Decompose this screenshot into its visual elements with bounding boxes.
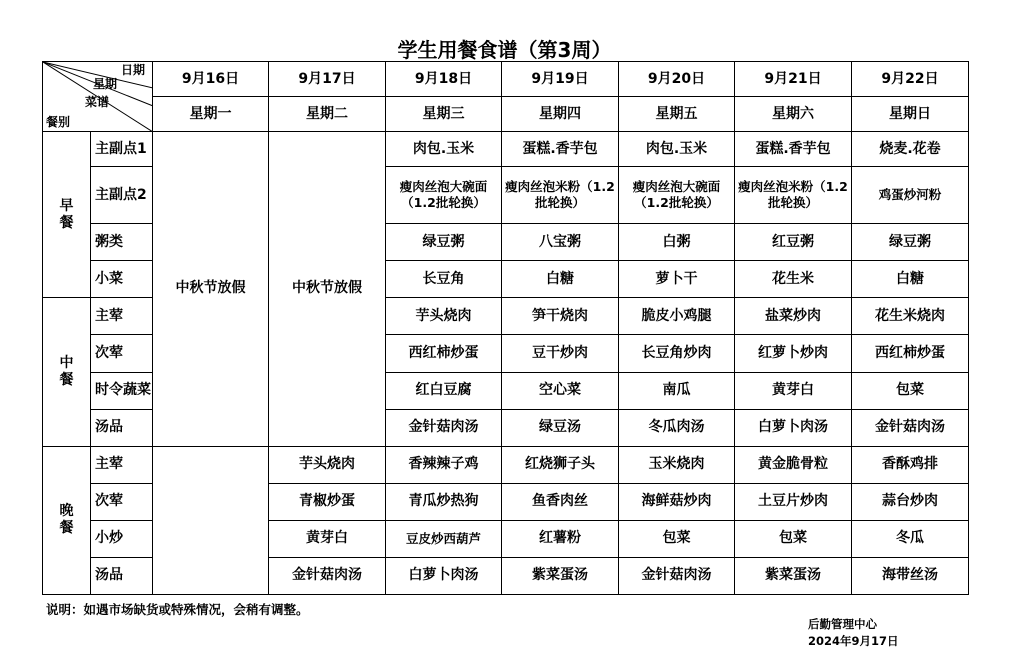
dish-cell: 烧麦.花卷: [852, 132, 969, 167]
dish-cell: 豆干炒肉: [502, 335, 619, 372]
dish-cell: 红白豆腐: [386, 372, 502, 409]
category-cell: 主副点2: [91, 167, 153, 224]
table-row: [43, 446, 969, 483]
dish-cell: 芋头烧肉: [386, 298, 502, 335]
weekday-cell: 星期四: [502, 97, 619, 132]
dish-cell: 蛋糕.香芋包: [735, 132, 852, 167]
adjustment-note: 说明：如遇市场缺货或特殊情况，会稍有调整。: [46, 602, 309, 617]
page-title: 学生用餐食谱（第3周）: [397, 38, 612, 62]
dish-cell: 西红柿炒蛋: [852, 335, 969, 372]
dish-cell: 花生米: [735, 261, 852, 298]
dish-cell: 紫菜蛋汤: [502, 557, 619, 594]
dish-cell: 玉米烧肉: [619, 446, 735, 483]
dish-cell: 瘦肉丝泡米粉（1.2批轮换）: [502, 167, 619, 224]
dish-cell: 蒜台炒肉: [852, 483, 969, 520]
meal-label-breakfast: 早 餐: [43, 132, 91, 298]
weekday-cell: 星期六: [735, 97, 852, 132]
dish-cell: 八宝粥: [502, 224, 619, 261]
dish-cell: 包菜: [852, 372, 969, 409]
category-cell: 小炒: [91, 520, 153, 557]
dish-cell: 香辣辣子鸡: [386, 446, 502, 483]
dish-cell: 黄金脆骨粒: [735, 446, 852, 483]
dish-cell: 西红柿炒蛋: [386, 335, 502, 372]
date-cell: 9月16日: [153, 62, 269, 97]
category-cell: 时令蔬菜: [91, 372, 153, 409]
dish-cell: 脆皮小鸡腿: [619, 298, 735, 335]
dish-cell: 海鲜菇炒肉: [619, 483, 735, 520]
dish-cell: 蛋糕.香芋包: [502, 132, 619, 167]
dish-cell: 鸡蛋炒河粉: [852, 167, 969, 224]
dish-cell: 金针菇肉汤: [386, 409, 502, 446]
meal-label-lunch: 中 餐: [43, 298, 91, 446]
dish-cell: 黄芽白: [269, 520, 386, 557]
corner-date-label: 日期: [121, 63, 146, 77]
dish-cell: 白糖: [502, 261, 619, 298]
footer-date: 2024年9月17日: [808, 634, 899, 648]
weekday-cell: 星期三: [386, 97, 502, 132]
menu-table: [42, 61, 969, 595]
dish-cell: 肉包.玉米: [619, 132, 735, 167]
dish-cell: 紫菜蛋汤: [735, 557, 852, 594]
dish-cell: 冬瓜肉汤: [619, 409, 735, 446]
category-cell: 小菜: [91, 261, 153, 298]
category-cell: 汤品: [91, 557, 153, 594]
dish-cell: 花生米烧肉: [852, 298, 969, 335]
dish-cell: 土豆片炒肉: [735, 483, 852, 520]
dish-cell: 海带丝汤: [852, 557, 969, 594]
category-cell: 主荤: [91, 446, 153, 483]
dish-cell: 香酥鸡排: [852, 446, 969, 483]
dish-cell: 绿豆粥: [386, 224, 502, 261]
dish-cell: 金针菇肉汤: [619, 557, 735, 594]
category-cell: 主荤: [91, 298, 153, 335]
dish-cell: 鱼香肉丝: [502, 483, 619, 520]
corner-week-label: 星期: [93, 77, 118, 91]
dish-cell: 绿豆粥: [852, 224, 969, 261]
weekday-cell: 星期一: [153, 97, 269, 132]
dish-cell: 红薯粉: [502, 520, 619, 557]
dish-cell: 芋头烧肉: [269, 446, 386, 483]
corner-dish-label: 菜谱: [85, 95, 110, 109]
weekday-cell: 星期日: [852, 97, 969, 132]
dish-cell: 金针菇肉汤: [852, 409, 969, 446]
dish-cell: 笋干烧肉: [502, 298, 619, 335]
date-cell: 9月17日: [269, 62, 386, 97]
category-cell: 粥类: [91, 224, 153, 261]
dish-cell: 白粥: [619, 224, 735, 261]
dish-cell: 红萝卜炒肉: [735, 335, 852, 372]
dish-cell: 长豆角炒肉: [619, 335, 735, 372]
dish-cell: 瘦肉丝泡大碗面（1.2批轮换）: [386, 167, 502, 224]
dish-cell: 肉包.玉米: [386, 132, 502, 167]
date-cell: 9月22日: [852, 62, 969, 97]
dish-cell: 冬瓜: [852, 520, 969, 557]
date-cell: 9月20日: [619, 62, 735, 97]
corner-header: [43, 62, 153, 132]
dish-cell: 盐菜炒肉: [735, 298, 852, 335]
category-cell: 次荤: [91, 483, 153, 520]
dish-cell: 红豆粥: [735, 224, 852, 261]
date-cell: 9月19日: [502, 62, 619, 97]
dish-cell: 空心菜: [502, 372, 619, 409]
holiday-cell-mon: 中秋节放假: [153, 132, 269, 447]
date-cell: 9月18日: [386, 62, 502, 97]
dish-cell: 瘦肉丝泡米粉（1.2批轮换）: [735, 167, 852, 224]
meal-label-dinner: 晚 餐: [43, 446, 91, 594]
dish-cell: 白萝卜肉汤: [386, 557, 502, 594]
dish-cell: 瘦肉丝泡大碗面（1.2批轮换）: [619, 167, 735, 224]
empty-cell-mon: [153, 446, 269, 594]
dish-cell: 长豆角: [386, 261, 502, 298]
dish-cell: 红烧狮子头: [502, 446, 619, 483]
dish-cell: 包菜: [619, 520, 735, 557]
dish-cell: 金针菇肉汤: [269, 557, 386, 594]
dish-cell: 豆皮炒西葫芦: [386, 520, 502, 557]
category-cell: 汤品: [91, 409, 153, 446]
category-cell: 次荤: [91, 335, 153, 372]
dish-cell: 白萝卜肉汤: [735, 409, 852, 446]
dish-cell: 青瓜炒热狗: [386, 483, 502, 520]
weekday-cell: 星期二: [269, 97, 386, 132]
dish-cell: 绿豆汤: [502, 409, 619, 446]
dish-cell: 南瓜: [619, 372, 735, 409]
dish-cell: 黄芽白: [735, 372, 852, 409]
dish-cell: 白糖: [852, 261, 969, 298]
dish-cell: 青椒炒蛋: [269, 483, 386, 520]
holiday-cell-tue: 中秋节放假: [269, 132, 386, 447]
dish-cell: 萝卜干: [619, 261, 735, 298]
dish-cell: 包菜: [735, 520, 852, 557]
date-cell: 9月21日: [735, 62, 852, 97]
table-row: [43, 132, 969, 167]
weekday-cell: 星期五: [619, 97, 735, 132]
category-cell: 主副点1: [91, 132, 153, 167]
footer-org: 后勤管理中心: [808, 617, 877, 631]
corner-meal-label: 餐别: [46, 115, 71, 129]
